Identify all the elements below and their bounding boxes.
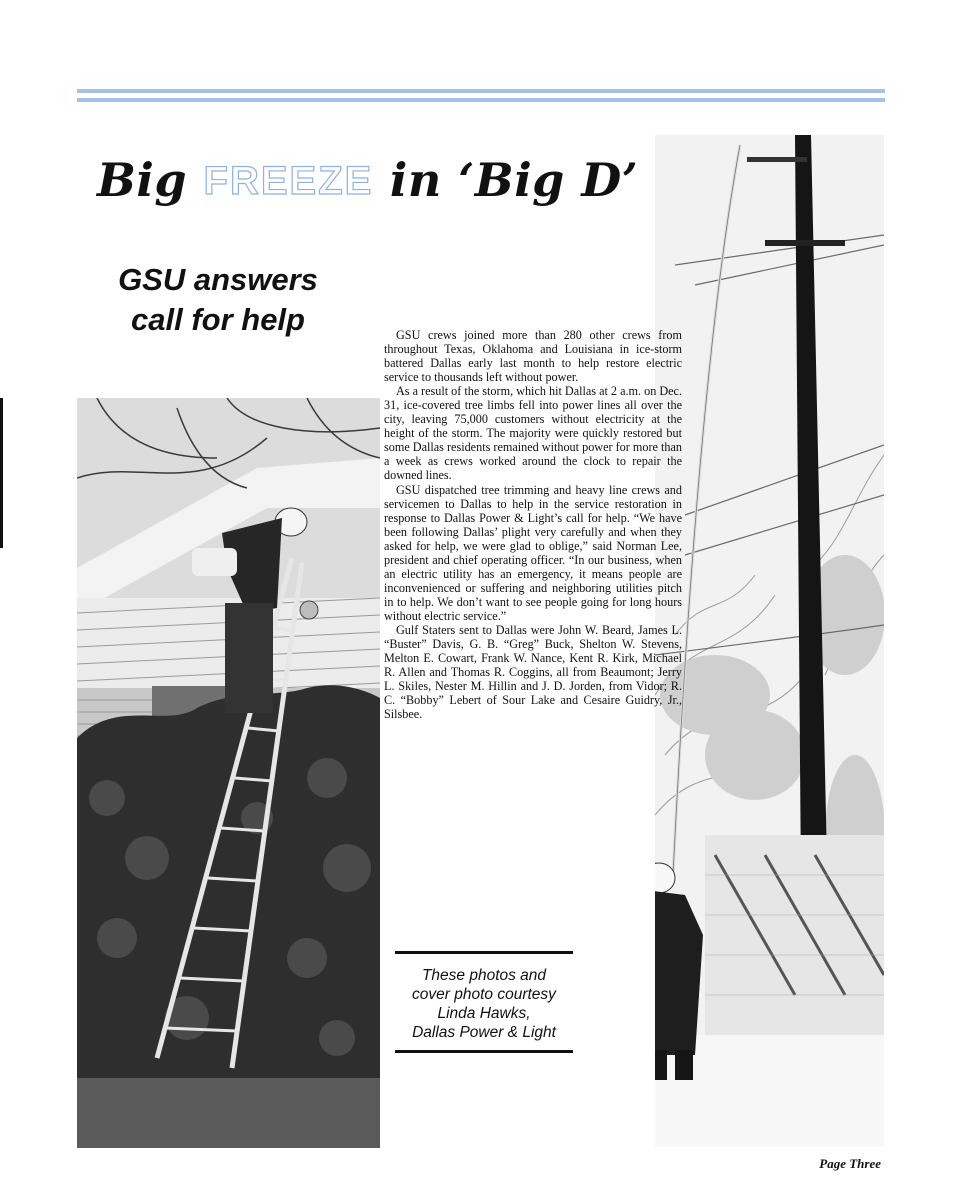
article-paragraph-3: GSU dispatched tree trimming and heavy line crews and servicemen to Dallas to help in the service restoration in response to Dallas Power & Light’s call for help. “We have been following Dallas’ plight very carefully and when they asked for help, we were glad to oblige,” said Norman Lee, president and chief operating officer. “In our business, when an electric utility has an emergency, it means people are inconvenienced or suffering and neighboring utilities pitch in to help. We don’t want to see people going for long hours without electric service.” <box>384 482 682 623</box>
title-freeze-word: FREEZE <box>203 159 374 203</box>
caption-line-3: Linda Hawks, <box>437 1005 531 1022</box>
header-rule-bottom <box>77 98 885 102</box>
caption-line-4: Dallas Power & Light <box>412 1024 556 1041</box>
photo-lineman-on-ladder <box>77 398 380 1148</box>
page-number: Page Three <box>819 1156 881 1171</box>
photo-lineman-with-hot-stick <box>655 135 884 1147</box>
article-paragraph-4: Gulf Staters sent to Dallas were John W. Beard, James L. “Buster” Davis, G. B. “Greg” Buck, Shelton W. Stevens, Melton E. Cowart, Frank W. Nance, Kent R. Kirk, Michael R. Allen and Thomas R. Coggins, all from Beaumont; Jerry L. Skiles, Nester M. Hillin and J. D. Jorden, from Vidor; R. C. “Bobby” Lebert of Sour Lake and Cesaire Guidry, Jr., Silsbee. <box>384 622 682 722</box>
title-part-2: in ‘Big D’ <box>389 153 639 207</box>
subhead-line-2: call for help <box>131 302 305 337</box>
page-title <box>97 150 638 211</box>
article-paragraph-2: As a result of the storm, which hit Dallas at 2 a.m. on Dec. 31, ice-covered tree limbs fell into power lines all over the city, leaving 75,000 customers without electricity at the height of the storm. The majority were quickly restored but some Dallas residents remained without power for more than a week as crews worked around the clock to repair the downed lines. <box>384 384 683 483</box>
subhead-line-1: GSU answers <box>118 262 318 297</box>
title-part-1: Big <box>97 153 188 207</box>
article-paragraph-1: GSU crews joined more than 280 other crews from throughout Texas, Oklahoma and Louisiana in ice-storm battered Dallas early last month to help restore electric service to thousands left without power. <box>384 328 682 385</box>
subheadline <box>98 260 338 340</box>
header-rule-top <box>77 89 885 93</box>
caption-line-1: These photos and <box>421 967 547 984</box>
article-body <box>384 328 682 721</box>
photo-credit-caption <box>395 951 573 1053</box>
caption-line-2: cover photo courtesy <box>412 986 556 1003</box>
scan-edge-mark <box>0 398 3 548</box>
